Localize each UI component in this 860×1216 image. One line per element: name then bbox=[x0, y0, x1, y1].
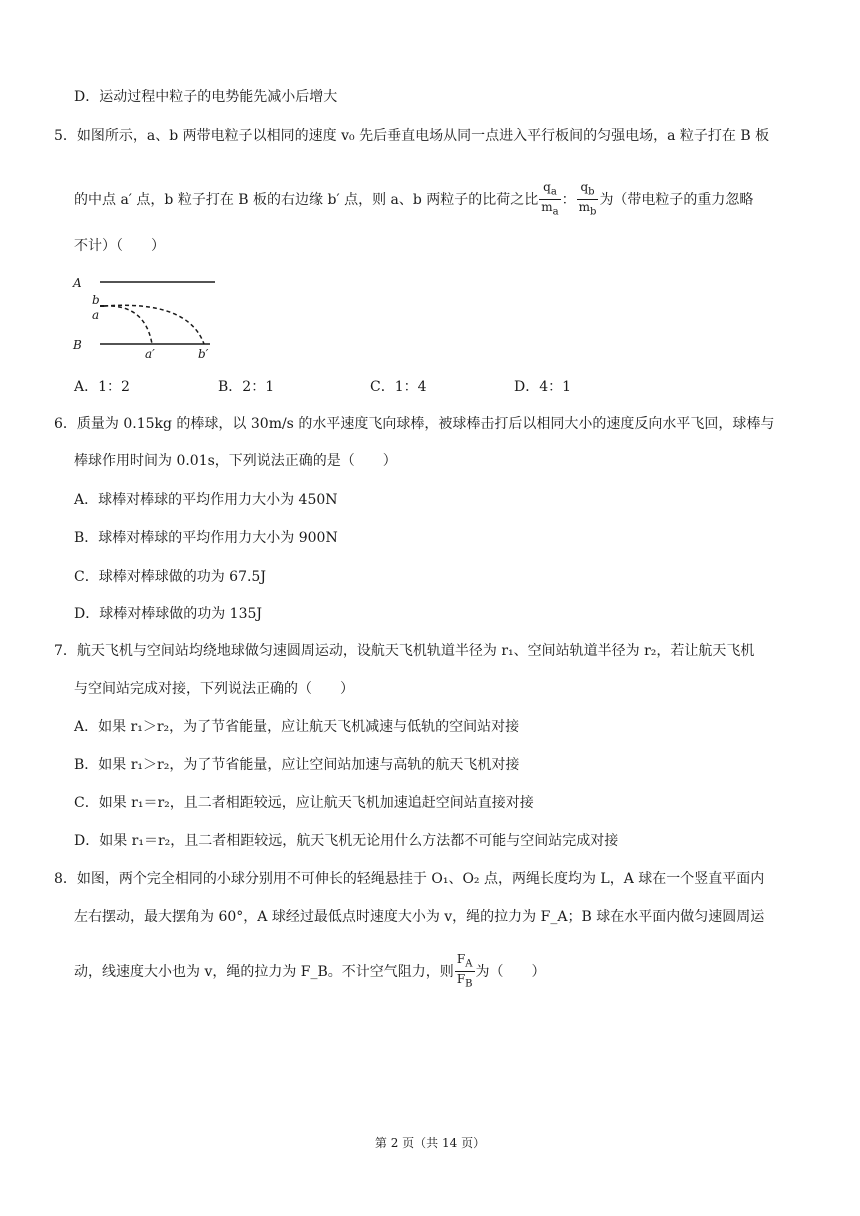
q5-ratio-colon: ： bbox=[561, 191, 576, 208]
q4-option-d: D．运动过程中粒子的电势能先减小后增大 bbox=[74, 89, 338, 105]
q5-fig-label-a: a bbox=[92, 308, 100, 322]
q5-option-d: D．4：1 bbox=[514, 379, 572, 395]
q6-stem-line2: 棒球作用时间为 0.01s，下列说法正确的是（ ） bbox=[74, 453, 397, 469]
q8-frac-num: F bbox=[456, 952, 466, 966]
q7-stem-line2: 与空间站完成对接，下列说法正确的（ ） bbox=[74, 681, 354, 697]
q5-ratio-fraction-b bbox=[577, 180, 599, 220]
page-number-footer: 第 2 页（共 14 页） bbox=[374, 1136, 486, 1150]
q6-option-b: B．球棒对棒球的平均作用力大小为 900N bbox=[74, 530, 338, 546]
q6-stem-line1: 6．质量为 0.15kg 的棒球，以 30m/s 的水平速度飞向球棒，被球棒击打后以相同大小的速度反向水平飞回，球棒与 bbox=[54, 416, 775, 432]
q8-stem-line3 bbox=[74, 952, 546, 992]
q5-ratio-fraction-a bbox=[539, 180, 560, 220]
q5-stem-line2 bbox=[74, 180, 753, 220]
q8-stem-line2: 左右摆动，最大摆角为 60°，A 球经过最低点时速度大小为 v，绳的拉力为 F_A；B 球在水平面内做匀速圆周运 bbox=[74, 909, 765, 925]
q8-stem-line3-post: 为（ ） bbox=[475, 963, 546, 980]
q5-option-b: B．2：1 bbox=[218, 379, 275, 395]
q8-frac-den: F bbox=[456, 972, 466, 987]
q5-stem-line1: 5．如图所示，a、b 两带电粒子以相同的速度 v₀ 先后垂直电场从同一点进入平行板间的匀强电场，a 粒子打在 B 板 bbox=[54, 128, 770, 144]
q8-frac-den-sub: B bbox=[465, 978, 473, 990]
q8-stem-line1: 8．如图，两个完全相同的小球分别用不可伸长的轻绳悬挂于 O₁、O₂ 点，两绳长度均为 L，A 球在一个竖直平面内 bbox=[54, 871, 765, 887]
q8-frac-num-sub: A bbox=[465, 958, 473, 970]
q8-stem-line3-pre: 动，线速度大小也为 v，绳的拉力为 F_B。不计空气阻力，则 bbox=[74, 963, 454, 980]
q5-frac1-den-sub: a bbox=[552, 206, 559, 218]
q6-option-d: D．球棒对棒球做的功为 135J bbox=[74, 606, 263, 622]
q5-fig-label-a-prime: a′ bbox=[145, 347, 155, 361]
q7-stem-line1: 7．航天飞机与空间站均绕地球做匀速圆周运动，设航天飞机轨道半径为 r₁、空间站轨道半径为 r₂，若让航天飞机 bbox=[54, 643, 755, 659]
q8-force-ratio-fraction bbox=[455, 952, 475, 992]
q5-option-c: C．1：4 bbox=[370, 379, 427, 395]
q7-option-c: C．如果 r₁＝r₂，且二者相距较远，应让航天飞机加速追赶空间站直接对接 bbox=[74, 795, 534, 811]
q5-frac1-num: q bbox=[543, 180, 551, 194]
q5-frac2-num-sub: b bbox=[588, 186, 595, 198]
q5-fig-label-b: b bbox=[92, 293, 100, 307]
q5-stem-line2-post: 为（带电粒子的重力忽略 bbox=[599, 191, 754, 208]
q7-option-a: A．如果 r₁＞r₂，为了节省能量，应让航天飞机减速与低轨的空间站对接 bbox=[74, 719, 520, 735]
q5-stem-line2-pre: 的中点 a′ 点，b 粒子打在 B 板的右边缘 b′ 点，则 a、b 两粒子的比荷之比 bbox=[74, 191, 539, 208]
q5-frac2-den: m bbox=[578, 200, 591, 215]
q5-stem-line3: 不计）（ ） bbox=[74, 238, 165, 254]
q5-figure-parallel-plates bbox=[70, 270, 230, 365]
q5-frac2-num: q bbox=[580, 180, 589, 194]
q6-option-c: C．球棒对棒球做的功为 67.5J bbox=[74, 569, 266, 585]
q5-frac2-den-sub: b bbox=[590, 206, 597, 218]
q7-option-d: D．如果 r₁＝r₂，且二者相距较远，航天飞机无论用什么方法都不可能与空间站完成对接 bbox=[74, 833, 619, 849]
q5-fig-trajectory-b bbox=[104, 305, 204, 344]
q5-fig-label-b-prime: b′ bbox=[198, 347, 209, 361]
q7-option-b: B．如果 r₁＞r₂，为了节省能量，应让空间站加速与高轨的航天飞机对接 bbox=[74, 757, 520, 773]
q5-fig-trajectory-a bbox=[104, 306, 152, 344]
q5-option-a: A．1：2 bbox=[74, 379, 130, 395]
q6-option-a: A．球棒对棒球的平均作用力大小为 450N bbox=[74, 492, 338, 508]
q5-frac1-num-sub: a bbox=[550, 186, 557, 198]
q5-fig-label-A: A bbox=[73, 276, 82, 290]
q5-fig-label-B: B bbox=[73, 338, 82, 352]
q5-frac1-den: m bbox=[541, 200, 553, 215]
